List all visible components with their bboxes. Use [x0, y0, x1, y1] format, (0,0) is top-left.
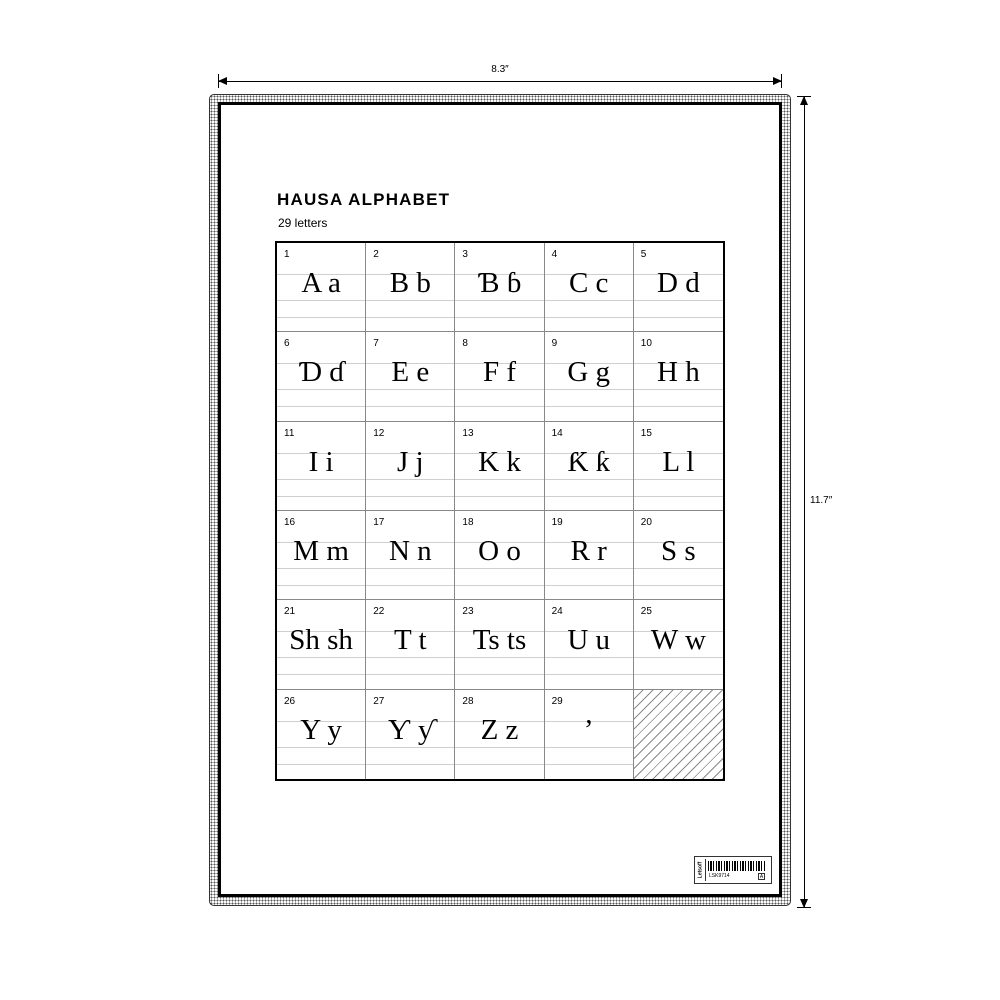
letter-glyphs: H h: [657, 356, 700, 389]
letter-number: 17: [373, 517, 385, 528]
letter-number: 15: [640, 427, 652, 439]
letter-number: 16: [284, 517, 296, 528]
letter-cell: [634, 243, 723, 332]
letter-glyphs: F f: [482, 356, 517, 389]
letter-cell: [366, 690, 455, 779]
letter-number: 22: [373, 606, 385, 618]
letter-cell: [634, 511, 723, 600]
letter-cell: [277, 511, 366, 600]
product-code: LSK9714: [709, 873, 730, 879]
letter-cell: [545, 332, 634, 421]
arrow-down-icon: [800, 899, 808, 908]
letter-glyphs: ’: [583, 713, 594, 746]
letter-cell: [455, 600, 544, 689]
letter-number: 5: [640, 249, 647, 260]
letter-cell: [277, 422, 366, 511]
letter-cell: [545, 511, 634, 600]
letter-number: 7: [373, 338, 379, 350]
letter-number: 25: [640, 606, 652, 618]
letter-cell: [455, 690, 544, 779]
letter-number: 9: [551, 338, 558, 350]
letter-glyphs: J j: [396, 445, 424, 478]
letter-cell: [366, 332, 455, 421]
letter-cell: [277, 243, 366, 332]
letter-glyphs: L l: [662, 445, 695, 478]
letter-glyphs: W w: [650, 624, 706, 657]
letter-number: 26: [284, 695, 296, 707]
letter-number: 27: [373, 695, 385, 707]
letter-number: 21: [284, 606, 296, 618]
letter-number: 10: [640, 338, 652, 350]
letter-number: 20: [640, 517, 652, 528]
letter-cell: [455, 422, 544, 511]
letter-number: 12: [373, 427, 385, 439]
letter-number: 24: [551, 606, 563, 618]
letter-number: 6: [284, 338, 290, 350]
letter-cell: [545, 422, 634, 511]
letter-cell: [277, 600, 366, 689]
letter-glyphs: I i: [308, 445, 334, 478]
letter-glyphs: Ɓ ɓ: [477, 267, 522, 299]
letter-number: 3: [462, 249, 468, 260]
arrow-up-icon: [800, 96, 808, 105]
letter-glyphs: T t: [394, 624, 427, 657]
letter-glyphs: K k: [478, 445, 521, 478]
barcode-icon: [708, 861, 766, 871]
letter-glyphs: D d: [657, 267, 700, 299]
width-label: 8.3″: [488, 64, 511, 75]
letter-cell: [634, 332, 723, 421]
letter-glyphs: E e: [391, 356, 430, 389]
letter-glyphs: Ƴ ƴ: [388, 713, 433, 746]
letter-cell: [545, 600, 634, 689]
letter-number: 28: [462, 695, 474, 707]
letter-cell: [634, 422, 723, 511]
letter-number: 14: [551, 427, 563, 439]
product-label: [694, 856, 772, 884]
letter-cell: [366, 243, 455, 332]
width-dimension: [218, 64, 782, 90]
letter-cell: [455, 332, 544, 421]
letter-glyphs: Y y: [300, 713, 342, 746]
letter-glyphs: G g: [567, 356, 611, 389]
letter-number: 18: [462, 517, 474, 528]
height-label: 11.7″: [810, 495, 833, 506]
letter-glyphs: R r: [570, 535, 607, 567]
letter-glyphs: Z z: [480, 713, 519, 746]
letter-cell: [366, 600, 455, 689]
letter-glyphs: Sh sh: [289, 624, 353, 657]
poster-subtitle: 29 letters: [278, 216, 328, 230]
letter-cell: [634, 600, 723, 689]
letter-cell: [545, 243, 634, 332]
letter-cell: [455, 511, 544, 600]
letter-glyphs: Ɗ ɗ: [298, 356, 344, 389]
arrow-right-icon: [773, 77, 782, 85]
letter-cell: [366, 511, 455, 600]
letter-number: 13: [462, 427, 474, 439]
letter-number: 29: [551, 695, 563, 707]
letter-glyphs: M m: [293, 535, 349, 567]
letter-number: 1: [284, 249, 290, 260]
letter-cell: [545, 690, 634, 779]
letter-glyphs: U u: [567, 624, 611, 657]
letter-number: 2: [373, 249, 379, 260]
letter-number: 4: [551, 249, 558, 260]
version-badge: A: [759, 874, 764, 880]
alphabet-grid: [275, 241, 725, 781]
letter-cell: [277, 690, 366, 779]
letter-cell: [277, 332, 366, 421]
letter-glyphs: S s: [661, 535, 696, 567]
letter-cell: [366, 422, 455, 511]
letter-glyphs: B b: [389, 267, 431, 299]
letter-number: 23: [462, 606, 474, 618]
letter-glyphs: Ƙ ƙ: [567, 445, 611, 478]
letter-number: 8: [462, 338, 468, 350]
letter-cell: [455, 243, 544, 332]
letter-glyphs: C c: [568, 267, 609, 299]
empty-hatched-cell: [634, 690, 723, 779]
letter-glyphs: A a: [301, 267, 341, 299]
brand-name: Letsoff: [697, 861, 704, 879]
arrow-left-icon: [218, 77, 227, 85]
letter-number: 19: [551, 517, 563, 528]
letter-glyphs: O o: [478, 535, 521, 567]
letter-number: 11: [284, 427, 295, 439]
letter-glyphs: Ts ts: [472, 624, 527, 657]
poster-title: HAUSA ALPHABET: [277, 190, 451, 209]
letter-glyphs: N n: [388, 535, 432, 567]
